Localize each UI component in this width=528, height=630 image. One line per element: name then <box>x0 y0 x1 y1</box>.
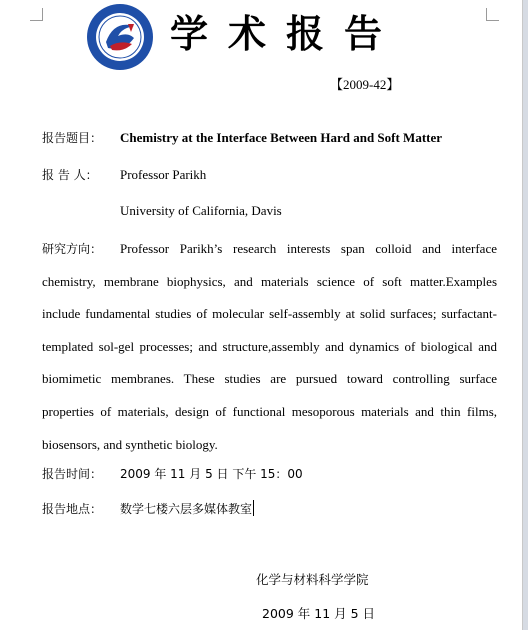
speaker-label: 报 告 人： <box>42 168 98 182</box>
scrollbar[interactable] <box>523 0 528 630</box>
affiliation-row <box>42 202 282 220</box>
time-label: 报告时间： <box>42 467 103 481</box>
topic-value: Chemistry at the Interface Between Hard and Soft Matter <box>120 130 443 145</box>
topic-label: 报告题目： <box>42 131 103 145</box>
topic-row <box>42 129 442 147</box>
margin-mark-left <box>30 8 43 21</box>
location-row <box>42 500 254 518</box>
speaker-value: Professor Parikh <box>120 167 207 182</box>
organizer: 化学与材料科学学院 <box>256 572 369 587</box>
report-number: 【2009-42】 <box>330 77 400 92</box>
research-text: Professor Parikh’s research interests span colloid and interface chemistry, membrane biophysics, and materials science of soft matter.Examples include fundamental studies of molecular self-assembly at solid surfaces; surfactant-templated sol-gel processes; and structure,assembly and dynamics of biological and biomimetic membranes. These studies are pursued toward controlling surface properties of materials, design of functional mesoporous materials and thin films, biosensors, and synthetic biology. <box>42 241 497 452</box>
location-label: 报告地点： <box>42 502 103 516</box>
affiliation-value: University of California, Davis <box>120 203 282 218</box>
research-paragraph <box>42 233 497 461</box>
margin-mark-right <box>486 8 499 21</box>
time-row <box>42 465 303 483</box>
time-value: 2009 年 11 月 5 日 下午 15：00 <box>120 467 303 481</box>
text-cursor <box>253 500 254 516</box>
research-label: 研究方向： <box>42 242 103 256</box>
location-value: 数学七楼六层多媒体教室 <box>120 502 253 516</box>
page-title: 学术报告 <box>170 12 403 56</box>
speaker-row <box>42 166 206 184</box>
footer-date: 2009 年 11 月 5 日 <box>262 606 376 621</box>
university-logo-icon <box>84 2 156 72</box>
